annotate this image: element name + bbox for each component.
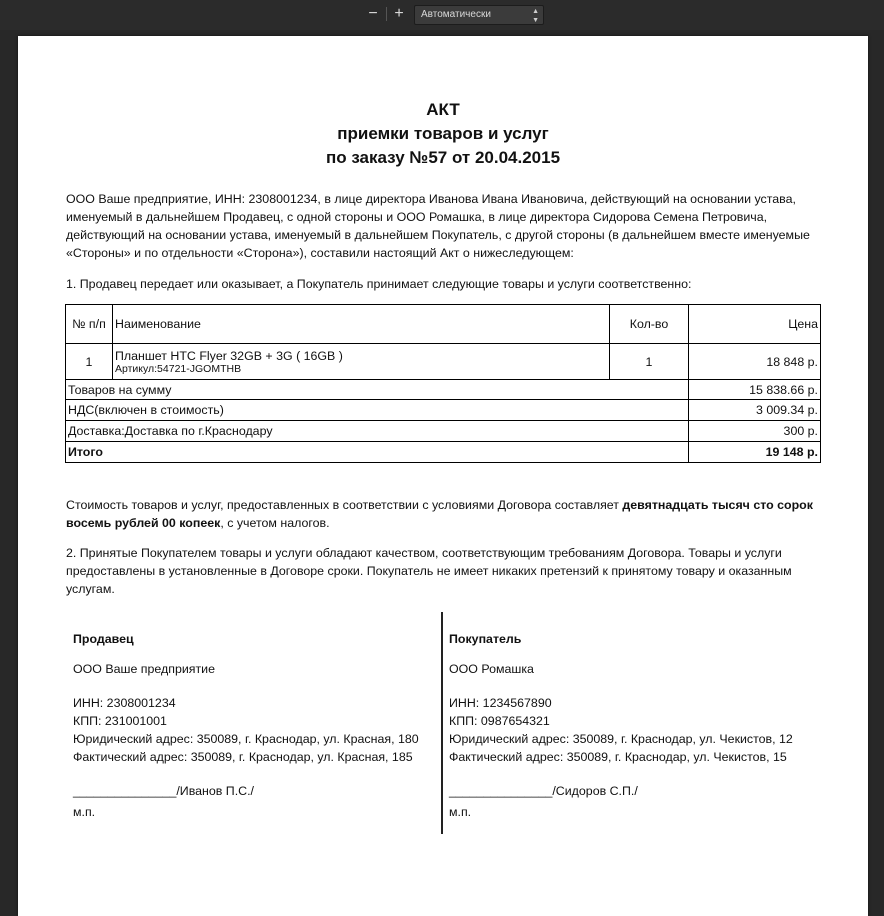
seller-legal-address: Юридический адрес: 350089, г. Краснодар, ул. Красная, 180 (73, 732, 419, 746)
row-qty: 1 (610, 344, 689, 380)
zoom-select[interactable] (414, 5, 544, 25)
seller-signature: _______________/Иванов П.С./ (73, 784, 254, 798)
seller-org: ООО Ваше предприятие (73, 662, 215, 676)
subtotal-label: Товаров на сумму (66, 380, 689, 400)
buyer-block (449, 630, 793, 821)
header-name: Наименование (113, 305, 610, 344)
title-line-1: АКТ (426, 100, 460, 119)
goods-table (65, 304, 821, 463)
buyer-actual-address: Фактический адрес: 350089, г. Краснодар, ул. Чекистов, 15 (449, 750, 787, 764)
buyer-signature: _______________/Сидоров С.П./ (449, 784, 638, 798)
vat-label: НДС(включен в стоимость) (66, 400, 689, 421)
seller-block (73, 630, 419, 821)
zoom-out-button[interactable]: − (368, 5, 378, 22)
buyer-kpp: КПП: 0987654321 (449, 714, 550, 728)
row-num: 1 (66, 344, 113, 380)
total-row (66, 442, 821, 463)
buyer-stamp: м.п. (449, 805, 472, 819)
intro-paragraph: ООО Ваше предприятие, ИНН: 2308001234, в лице директора Иванова Ивана Ивановича, действующий на основании устава, именуемый в дальнейшем Продавец, с одной стороны и ООО Ромашка, в лице директора Сидорова Семена Петровича, действующий на основании устава, именуемый в дальнейшем Покупатель, с другой стороны (в дальнейшем вместе именуемые «Стороны» и по отдельности «Сторона»), составили настоящий Акт о нижеследующем: (66, 192, 810, 260)
clause-1: 1. Продавец передает или оказывает, а Покупатель принимает следующие товары и услуги соответственно: (66, 277, 692, 291)
seller-actual-address: Фактический адрес: 350089, г. Краснодар, ул. Красная, 185 (73, 750, 413, 764)
zoom-in-button[interactable]: + (394, 5, 404, 22)
delivery-label: Доставка:Доставка по г.Краснодару (66, 421, 689, 442)
chevron-updown-icon: ▲ ▼ (532, 8, 539, 24)
vat-row (66, 400, 821, 421)
seller-heading: Продавец (73, 632, 134, 646)
document-title (18, 98, 868, 170)
seller-inn: ИНН: 2308001234 (73, 696, 176, 710)
signature-divider (441, 612, 443, 834)
cost-text-start: Стоимость товаров и услуг, предоставленных в соответствии с условиями Договора составляет (66, 498, 623, 512)
cost-text-end: , с учетом налогов. (220, 516, 330, 530)
vat-value: 3 009.34 р. (689, 400, 821, 421)
toolbar-separator (386, 7, 387, 21)
seller-kpp: КПП: 231001001 (73, 714, 167, 728)
cost-amount-words: девятнадцать тысяч сто сорок восемь рублей 00 копеек (66, 498, 813, 530)
table-header-row (66, 305, 821, 344)
subtotal-value: 15 838.66 р. (689, 380, 821, 400)
row-name-cell (113, 344, 610, 380)
title-line-3: по заказу №57 от 20.04.2015 (325, 148, 561, 167)
buyer-heading: Покупатель (449, 632, 522, 646)
delivery-value: 300 р. (689, 421, 821, 442)
header-price: Цена (689, 305, 821, 344)
title-line-2: приемки товаров и услуг (337, 124, 549, 143)
buyer-legal-address: Юридический адрес: 350089, г. Краснодар, ул. Чекистов, 12 (449, 732, 793, 746)
subtotal-row (66, 380, 821, 400)
row-price: 18 848 р. (689, 344, 821, 380)
table-row (66, 344, 821, 380)
delivery-row (66, 421, 821, 442)
header-num: № п/п (66, 305, 113, 344)
row-product-name: Планшет HTC Flyer 32GB + 3G ( 16GB ) (115, 348, 343, 363)
cost-paragraph (66, 496, 826, 532)
total-value: 19 148 р. (689, 442, 821, 463)
clause-2: 2. Принятые Покупателем товары и услуги обладают качеством, соответствующим требованиям Договора. Товары и услуги предоставлены в установленные в Договоре сроки. Покупатель не имеет никаких претензий к принятому товару и оказанным услугам. (66, 546, 792, 596)
buyer-inn: ИНН: 1234567890 (449, 696, 552, 710)
buyer-org: ООО Ромашка (449, 662, 534, 676)
zoom-select-value: Автоматически (421, 9, 491, 20)
document-page (18, 36, 868, 916)
header-qty: Кол-во (610, 305, 689, 344)
total-label: Итого (66, 442, 689, 463)
pdf-toolbar (0, 0, 884, 30)
row-sku: Артикул:54721-JGOMTHB (115, 362, 242, 375)
seller-stamp: м.п. (73, 805, 96, 819)
